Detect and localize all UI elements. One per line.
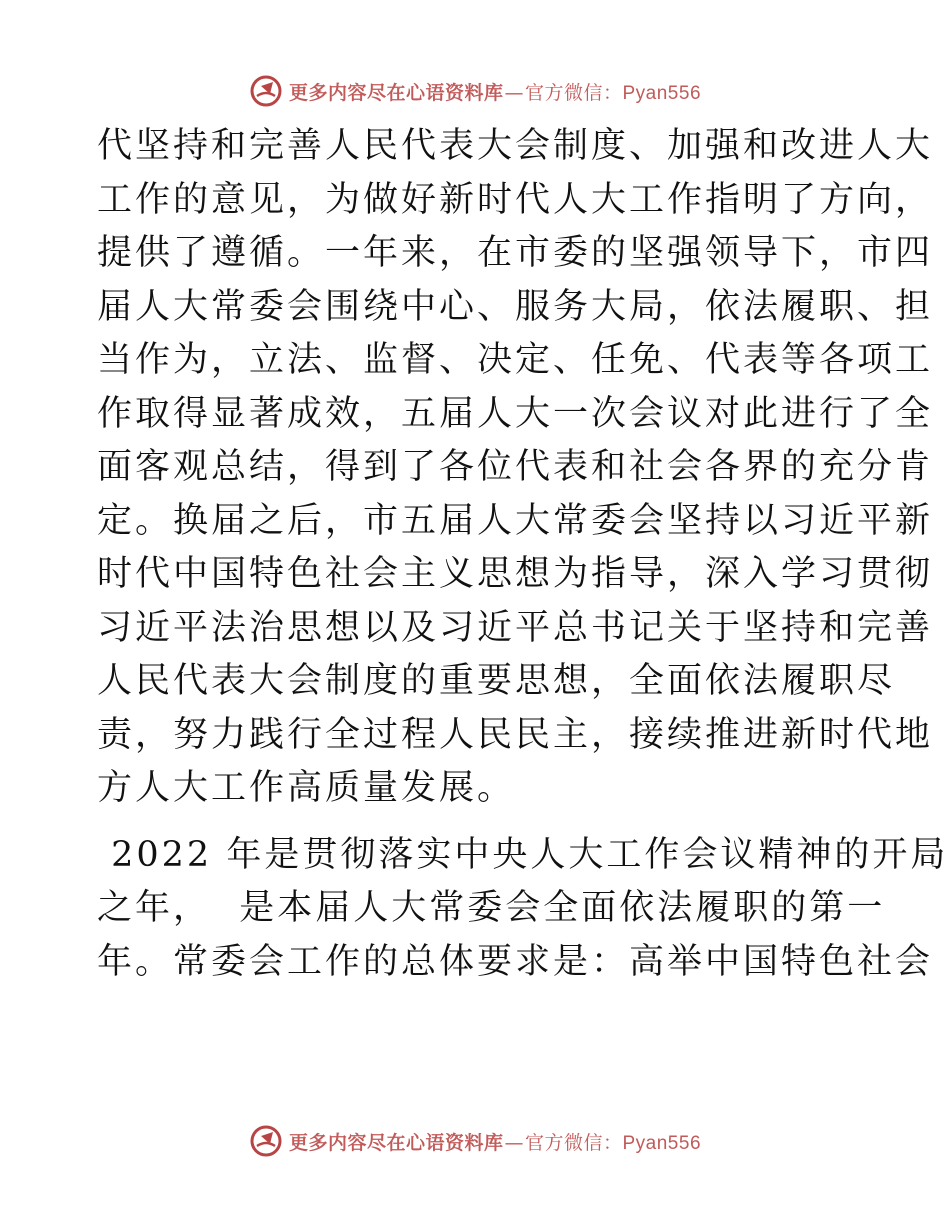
book-pen-icon	[249, 74, 283, 108]
text-line: 届人大常委会围绕中心、服务大局，依法履职、担	[97, 286, 934, 327]
watermark-label: 官方微信：	[524, 81, 623, 104]
watermark-text	[289, 78, 701, 105]
text-line: 责，努力践行全过程人民民主，接续推进新时代地	[97, 714, 934, 755]
paragraph-2	[97, 829, 949, 990]
watermark-id: Pyan556	[622, 1132, 702, 1154]
text-line: 作取得显著成效，五届人大一次会议对此进行了全	[97, 393, 934, 434]
header-watermark	[0, 74, 950, 108]
paragraph-1	[97, 120, 934, 816]
watermark-id: Pyan556	[622, 82, 702, 104]
text-line: 代坚持和完善人民代表大会制度、加强和改进人大	[97, 126, 934, 166]
watermark-separator: —	[504, 1131, 524, 1154]
watermark-main: 更多内容尽在心语资料库	[288, 81, 504, 104]
watermark-main: 更多内容尽在心语资料库	[288, 1131, 504, 1154]
text-line: 2022 年是贯彻落实中央人大工作会议精神的开局	[97, 834, 949, 875]
text-line: 习近平法治思想以及习近平总书记关于坚持和完善	[97, 607, 934, 648]
text-line: 时代中国特色社会主义思想为指导，深入学习贯彻	[97, 554, 934, 594]
text-line: 年。常委会工作的总体要求是：高举中国特色社会	[97, 941, 934, 982]
text-line: 之年， 是本届人大常委会全面依法履职的第一	[97, 888, 886, 928]
watermark-separator: —	[504, 81, 524, 104]
document-body	[97, 120, 949, 989]
text-line: 定。换届之后，市五届人大常委会坚持以习近平新	[97, 500, 934, 541]
footer-watermark	[0, 1124, 950, 1158]
text-line: 面客观总结，得到了各位代表和社会各界的充分肯	[97, 447, 934, 487]
book-pen-icon	[249, 1124, 283, 1158]
text-line: 方人大工作高质量发展。	[97, 768, 516, 808]
text-line: 人民代表大会制度的重要思想，全面依法履职尽	[97, 661, 896, 701]
text-line: 工作的意见，为做好新时代人大工作指明了方向，	[97, 179, 934, 220]
text-line: 提供了遵循。一年来，在市委的坚强领导下，市四	[97, 233, 934, 273]
watermark-text	[289, 1128, 701, 1155]
text-line: 当作为，立法、监督、决定、任免、代表等各项工	[97, 340, 934, 380]
watermark-label: 官方微信：	[524, 1131, 623, 1154]
